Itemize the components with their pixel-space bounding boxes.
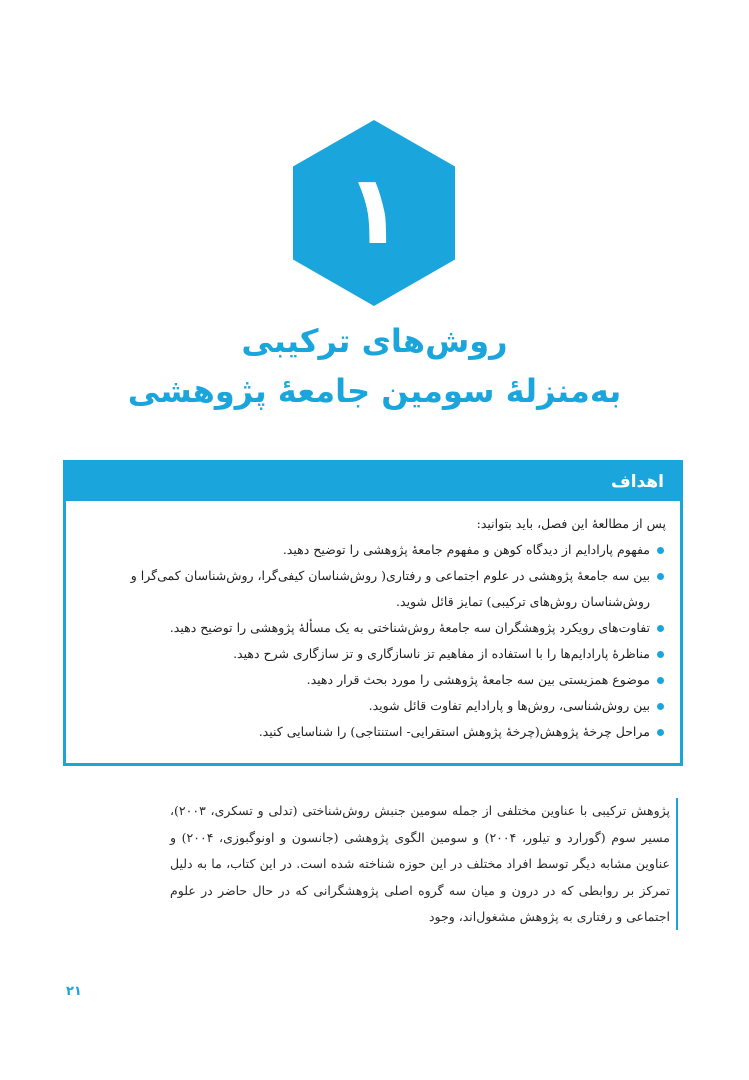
objectives-body — [66, 501, 680, 745]
objectives-list — [84, 537, 666, 745]
objective-item: موضوع همزیستی بین سه جامعهٔ پژوهشی را مورد بحث قرار دهید. — [84, 667, 666, 693]
chapter-title-line1: روش‌های ترکیبی — [241, 322, 508, 360]
objectives-heading: اهداف — [66, 463, 680, 501]
objective-item: مناظرهٔ پارادایم‌ها را با استفاده از مفاهیم تز ناسازگاری و تز سازگاری شرح دهید. — [84, 641, 666, 667]
page-number: ۲۱ — [66, 984, 82, 999]
chapter-number: ۱ — [344, 154, 404, 266]
objectives-intro: پس از مطالعهٔ این فصل، باید بتوانید: — [476, 516, 666, 531]
objective-item: مفهوم پارادایم از دیدگاه کوهن و مفهوم جامعهٔ پژوهشی را توضیح دهید. — [84, 537, 666, 563]
objective-item: تفاوت‌های رویکرد پژوهشگران سه جامعهٔ روش‌شناختی به یک مسألهٔ پژوهشی را توضیح دهید. — [84, 615, 666, 641]
body-paragraph: پژوهش ترکیبی با عناوین مختلفی از جمله سومین جنبش روش‌شناختی (تدلی و تسکری، ۲۰۰۳)، مسیر سوم (گورارد و تیلور، ۲۰۰۴) و سومین الگوی پژوهشی (جانسون و اونوگبوزی، ۲۰۰۴) و عناوین مشابه دیگر توسط افراد مختلف در این حوزه شناخته شده است. در این کتاب، ما به دلیل تمرکز بر روابطی که در درون و میان سه گروه اصلی پژوهشگرانی که در حال حاضر در علوم اجتماعی و رفتاری به پژوهش مشغول‌اند، وجود — [170, 798, 678, 930]
objective-item: بین روش‌شناسی، روش‌ها و پارادایم تفاوت قائل شوید. — [84, 693, 666, 719]
objective-item: بین سه جامعهٔ پژوهشی در علوم اجتماعی و رفتاری( روش‌شناسان کیفی‌گرا، روش‌شناسان کمی‌گرا و روش‌شناسان روش‌های ترکیبی) تمایز قائل شوید. — [84, 563, 666, 615]
objectives-box — [63, 460, 683, 766]
objective-item: مراحل چرخهٔ پژوهش(چرخهٔ پژوهش استقرایی- استنتاجی) را شناسایی کنید. — [84, 719, 666, 745]
chapter-title-line2: به‌منزلهٔ سومین جامعهٔ پژوهشی — [127, 372, 622, 410]
